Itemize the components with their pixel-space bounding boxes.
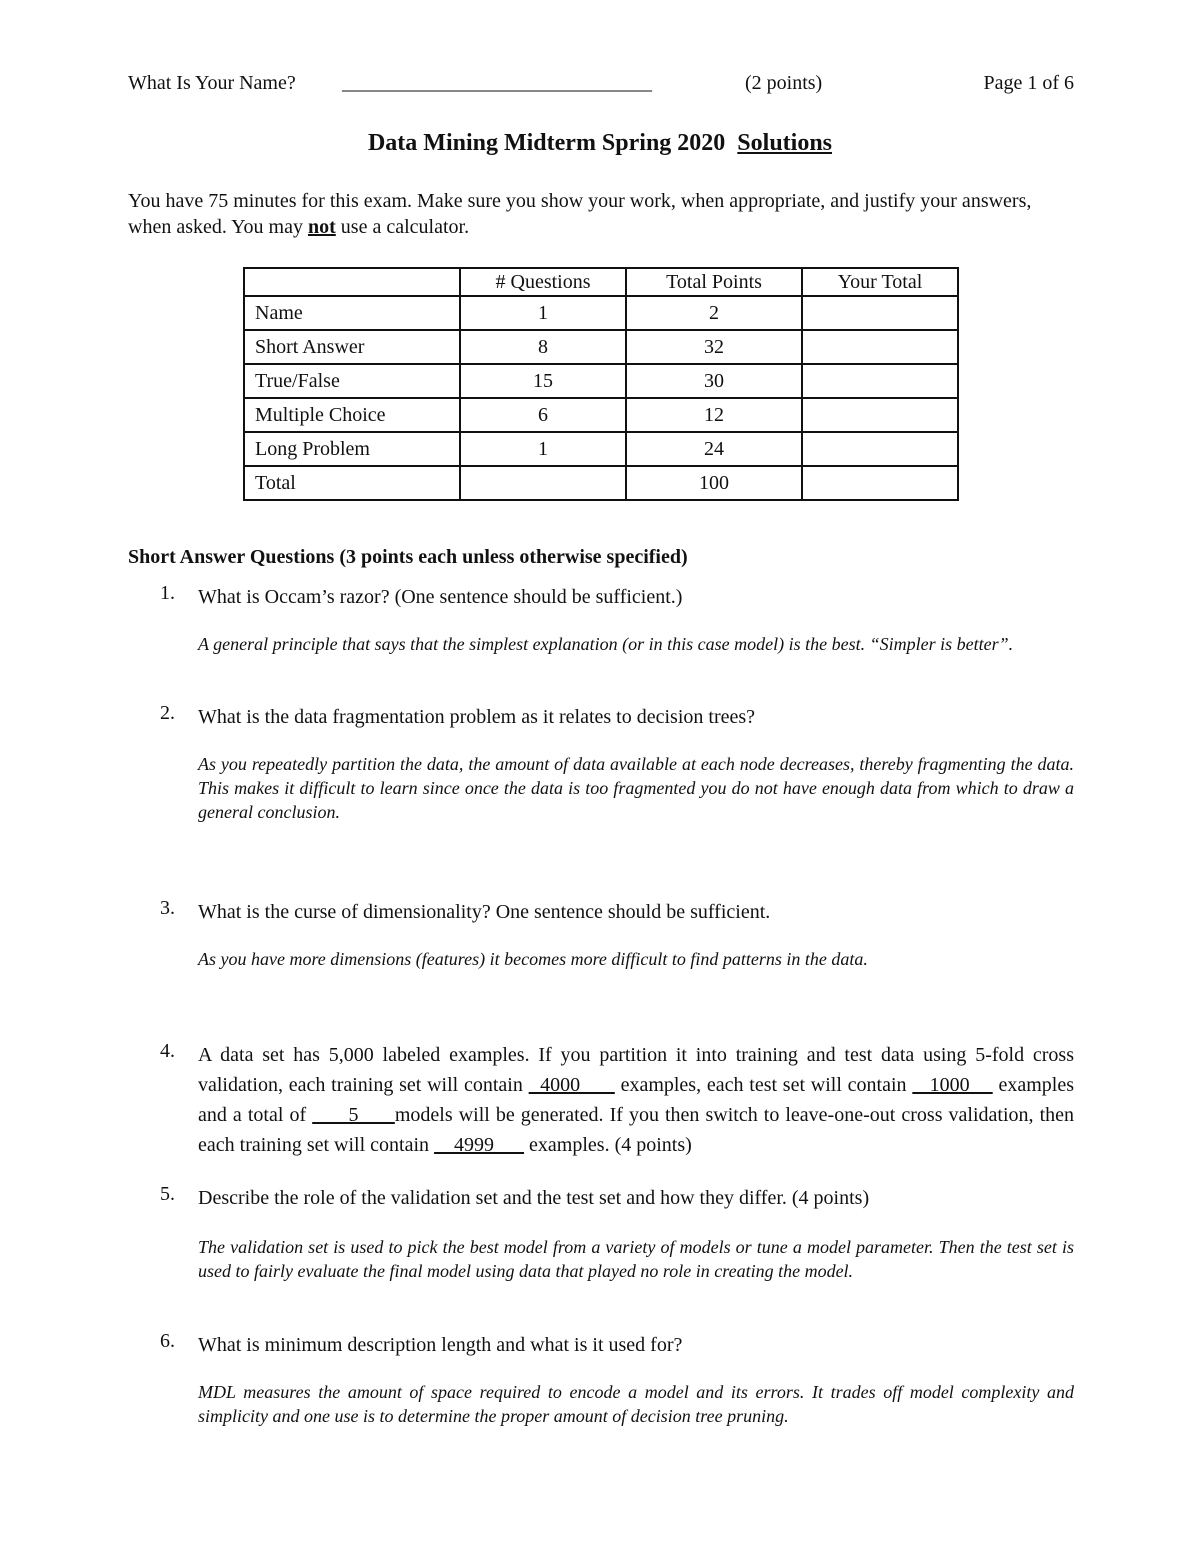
answer-blank-test: 1000 [912,1074,993,1096]
question-text: What is Occam’s razor? (One sentence should be sufficient.) [198,586,683,608]
row-points: 2 [626,296,802,330]
answer-6: MDL measures the amount of space required to encode a model and its errors. It trades off model complexity and simplicity and one use is to determine the proper amount of decision tree pruning. [198,1382,1074,1426]
table-header-cell: Your Total [802,268,958,296]
intro-not: not [308,216,336,238]
row-points: 100 [626,466,802,500]
row-label: Long Problem [244,432,460,466]
page-title [0,130,1200,157]
row-your-total [802,466,958,500]
question-text-part: examples and a total of [198,1074,1074,1126]
row-label: Total [244,466,460,500]
row-label: Name [244,296,460,330]
row-label: Short Answer [244,330,460,364]
question-number: 1. [160,582,175,604]
table-row [244,364,958,398]
table-header-cell [244,268,460,296]
row-questions: 1 [460,296,626,330]
title-main: Data Mining Midterm Spring 2020 [367,130,726,156]
question-text-part: examples. (4 points) [524,1134,692,1156]
question-text-part: examples, each test set will contain [614,1074,913,1096]
row-your-total [802,296,958,330]
answer-5: The validation set is used to pick the best model from a variety of models or tune a model parameter. Then the test set is used to fairly evaluate the final model using data that played no role in creating the model. [198,1237,1074,1281]
question-number: 4. [160,1040,175,1062]
row-questions [460,466,626,500]
table-header-cell: Total Points [626,268,802,296]
answer-3: As you have more dimensions (features) it becomes more difficult to find patterns in the data. [198,949,868,969]
table-row [244,466,958,500]
score-table [243,267,959,501]
row-points: 24 [626,432,802,466]
section-heading: Short Answer Questions (3 points each unless otherwise specified) [128,546,688,568]
row-questions: 6 [460,398,626,432]
question-number: 2. [160,702,175,724]
title-solutions: Solutions [737,130,833,156]
question-text [198,1040,1074,1160]
table-row [244,398,958,432]
row-points: 12 [626,398,802,432]
page-number: Page 1 of 6 [983,72,1074,94]
table-row [244,432,958,466]
intro-paragraph [128,188,1074,240]
question-number: 3. [160,897,175,919]
table-header-row [244,268,958,296]
question-text-part: models will be generated. If you then switch to leave-one-out cross validation, then each training set will contain [198,1104,1074,1156]
row-questions: 1 [460,432,626,466]
question-text: What is minimum description length and what is it used for? [198,1334,683,1356]
row-your-total [802,398,958,432]
table-row [244,296,958,330]
row-your-total [802,364,958,398]
answer-blank-models: 5 [312,1104,395,1126]
row-label: Multiple Choice [244,398,460,432]
answer-1: A general principle that says that the simplest explanation (or in this case model) is the best. “Simpler is better”. [198,634,1014,654]
question-text-part: A data set has 5,000 labeled examples. If you partition it into training and test data using 5-fold cross validation, each training set will contain [198,1044,1074,1096]
row-points: 32 [626,330,802,364]
row-questions: 8 [460,330,626,364]
question-number: 6. [160,1330,175,1352]
name-line: _______________________________ [342,72,652,94]
row-your-total [802,432,958,466]
row-questions: 15 [460,364,626,398]
row-your-total [802,330,958,364]
table-header-cell: # Questions [460,268,626,296]
answer-2: As you repeatedly partition the data, the amount of data available at each node decreases, thereby fragmenting the data. This makes it difficult to learn since once the data is too fragmented you do not have enough data from which to draw a general conclusion. [198,754,1074,822]
row-points: 30 [626,364,802,398]
question-number: 5. [160,1183,175,1205]
name-points: (2 points) [745,72,823,94]
intro-text-1: You have 75 minutes for this exam. Make sure you show your work, when appropriate, and justify your answers, when asked. You may [128,190,1032,238]
question-text: What is the data fragmentation problem as it relates to decision trees? [198,706,756,728]
intro-text-2: use a calculator. [335,216,470,238]
question-text: What is the curse of dimensionality? One sentence should be sufficient. [198,901,771,923]
answer-blank-training: 4000 [528,1074,615,1096]
page-header [128,72,1074,100]
question-text: Describe the role of the validation set and the test set and how they differ. (4 points) [198,1187,870,1209]
answer-blank-loo: 4999 [434,1134,525,1156]
name-prompt: What Is Your Name? [128,72,296,94]
table-row [244,330,958,364]
row-label: True/False [244,364,460,398]
